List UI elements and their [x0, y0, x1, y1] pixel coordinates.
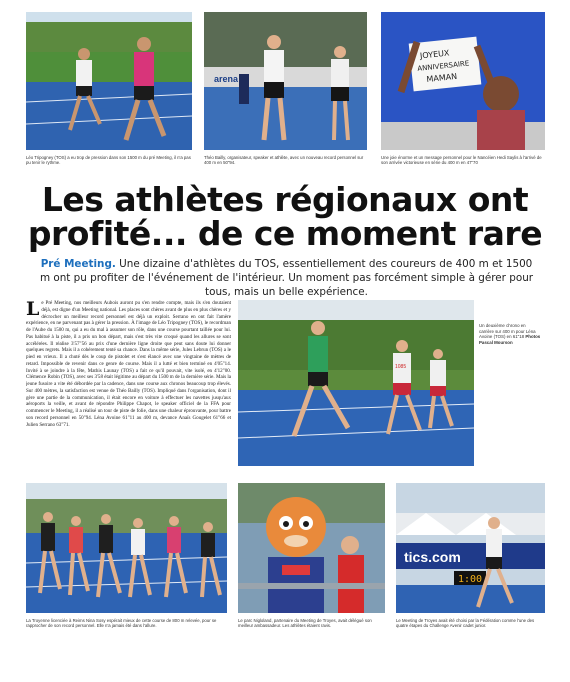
photo-lena-avoine: [238, 300, 474, 466]
caption-photo-1: Léo Tripogney (TOS) a eu trop de pression dans son 1500 m du pré Meeting, il n'a pas pu tenir le rythme.: [26, 155, 191, 166]
photo-hedi-saylis: [381, 12, 545, 150]
photo-credit: Photos Pascal Mourson: [479, 334, 541, 345]
sign-line-2: ANNIVERSAIRE: [416, 59, 470, 73]
lead-kicker: Pré Meeting.: [40, 258, 116, 270]
caption-photo-7: Le Meeting de Troyes avait été choisi par la Fédération comme l'une des quatre étapes du Challenge Avenir cadet junior.: [396, 618, 535, 629]
bib-number: 1085: [395, 364, 407, 370]
article-body: [26, 300, 231, 476]
caption-photo-4-text: Un deuxième chrono en carrière sur 400 m pour Léna Avoine (TOS) en 61"18: [479, 323, 536, 340]
caption-photo-6: Le parc Nigloland, partenaire du Meeting de Troyes, avait délégué son meilleur ambassadeur. Les athlètes étaient ravis.: [238, 618, 372, 629]
headline-line-1: Les athlètes régionaux ont: [41, 180, 529, 219]
article-dropcap: L: [26, 300, 40, 320]
article-lead: [34, 257, 539, 300]
sign-line-3: MAMAN: [426, 71, 458, 84]
arena-banner: arena: [214, 74, 239, 84]
photo-theo-bailly: [204, 12, 367, 150]
caption-photo-2: Théo Bailly, organisateur, speaker et athlète, avec un nouveau record personnel sur 400 m en 50"94.: [204, 155, 364, 166]
photo-challenge-avenir: [396, 483, 545, 613]
lead-text: Une dizaine d'athlètes du TOS, essentiellement des coureurs de 400 m et 1500 m ont pu profiter de l'événement de l'intérieur. Un moment pas forcément simple à gérer pour tous, mais un belle expérience.: [39, 258, 534, 299]
scoreboard-digits: 1:00: [458, 574, 483, 585]
article-body-text: e Pré Meeting, nos meilleurs Aubois auront pu s'en rendre compte, mais ils s'en doutaient déjà, est digne d'un Meeting national. Les places sont chères avant de plus en plus chères et y décrocher un meilleur record personnel est déjà un exploit. Serrano en ont fait l'amère expérience, en ne parvenant pas à gérer la pression. À l'image de Léo Tripogney (TOS), le recordman de l'Aube du 1500 m, qui a eu du mal à assumer son rôle, dans une course pourtant taillée pour lui. Pas habitué à la piste, il a pris un bon départ, mais s'est très vite croqué quand les allures se sont accélérées. Il réalise 3'57"56 au prix d'une dernière ligne droite que peut sans doute lui donner quelques regrets. Mais il a cohérement tenté sa chance. Dans la même série, Jules Lebrun (TOS) a le pied en vrieux. Il a chuté dès le coup de pistolet et s'est élancé avec une vingtaine de mètres de retard. Impossible de revenir dans ce genre de course. Mais il a lutté et bien terminé en 4'05"14. Invité à se joindre à la fête, Mathis Launay (TOS) a fait ce qu'il pouvait, vite isolé, en 4'12"00. Clémence Robin (TOS), avec ses 3'58 était légitime au départ du 1500 m de la dernière série. Mais la jeune fusoire a vite été débordée par la cadence, dans une course aux chronos beaucoup trop élevés. Sur 400 mètres, la satisfaction est venue de Théo Bailly (TOS). Impliqué dans l'organisation, dont il gère une partie de la communication, il était encore en voiture à effectuer les navettes jusqu'aux aéroports la veille, et avant de répondre Philippe Chapot, le speaker officiel de la FFA pour commencer le Meeting, il a réalisé un tour de piste de folie, dans une chaleur éprouvante, pour battre son record personnel en 50"94. Léna Avoine 61"11 au 400 m, devance Anaïs Gougelet 61"66 et Julien Serrano 63"71.: [26, 300, 231, 428]
caption-photo-3: Une joie énorme et un message personnel pour le Nancéien Hedi Saylis à l'arrivé de son arrivée victorieuse en série du 400 m en 47"70: [381, 155, 542, 166]
photo-800m-race: [26, 483, 227, 613]
tics-banner: tics.com: [404, 549, 461, 565]
photo-nigloland-mascot: [238, 483, 385, 613]
headline-line-2: profité... de ce moment rare: [27, 214, 543, 253]
photo-runners-1500m: [26, 12, 192, 150]
caption-photo-4: [479, 323, 541, 345]
caption-photo-5: La Troyenne licenciée à Reims Nina Sosy espérait mieux de cette course de 800 m relevée, pour se rapprocher de son record personnel. Elle n'a jamais été dans l'allure.: [26, 618, 217, 629]
sign-line-1: JOYEUX: [419, 48, 450, 61]
